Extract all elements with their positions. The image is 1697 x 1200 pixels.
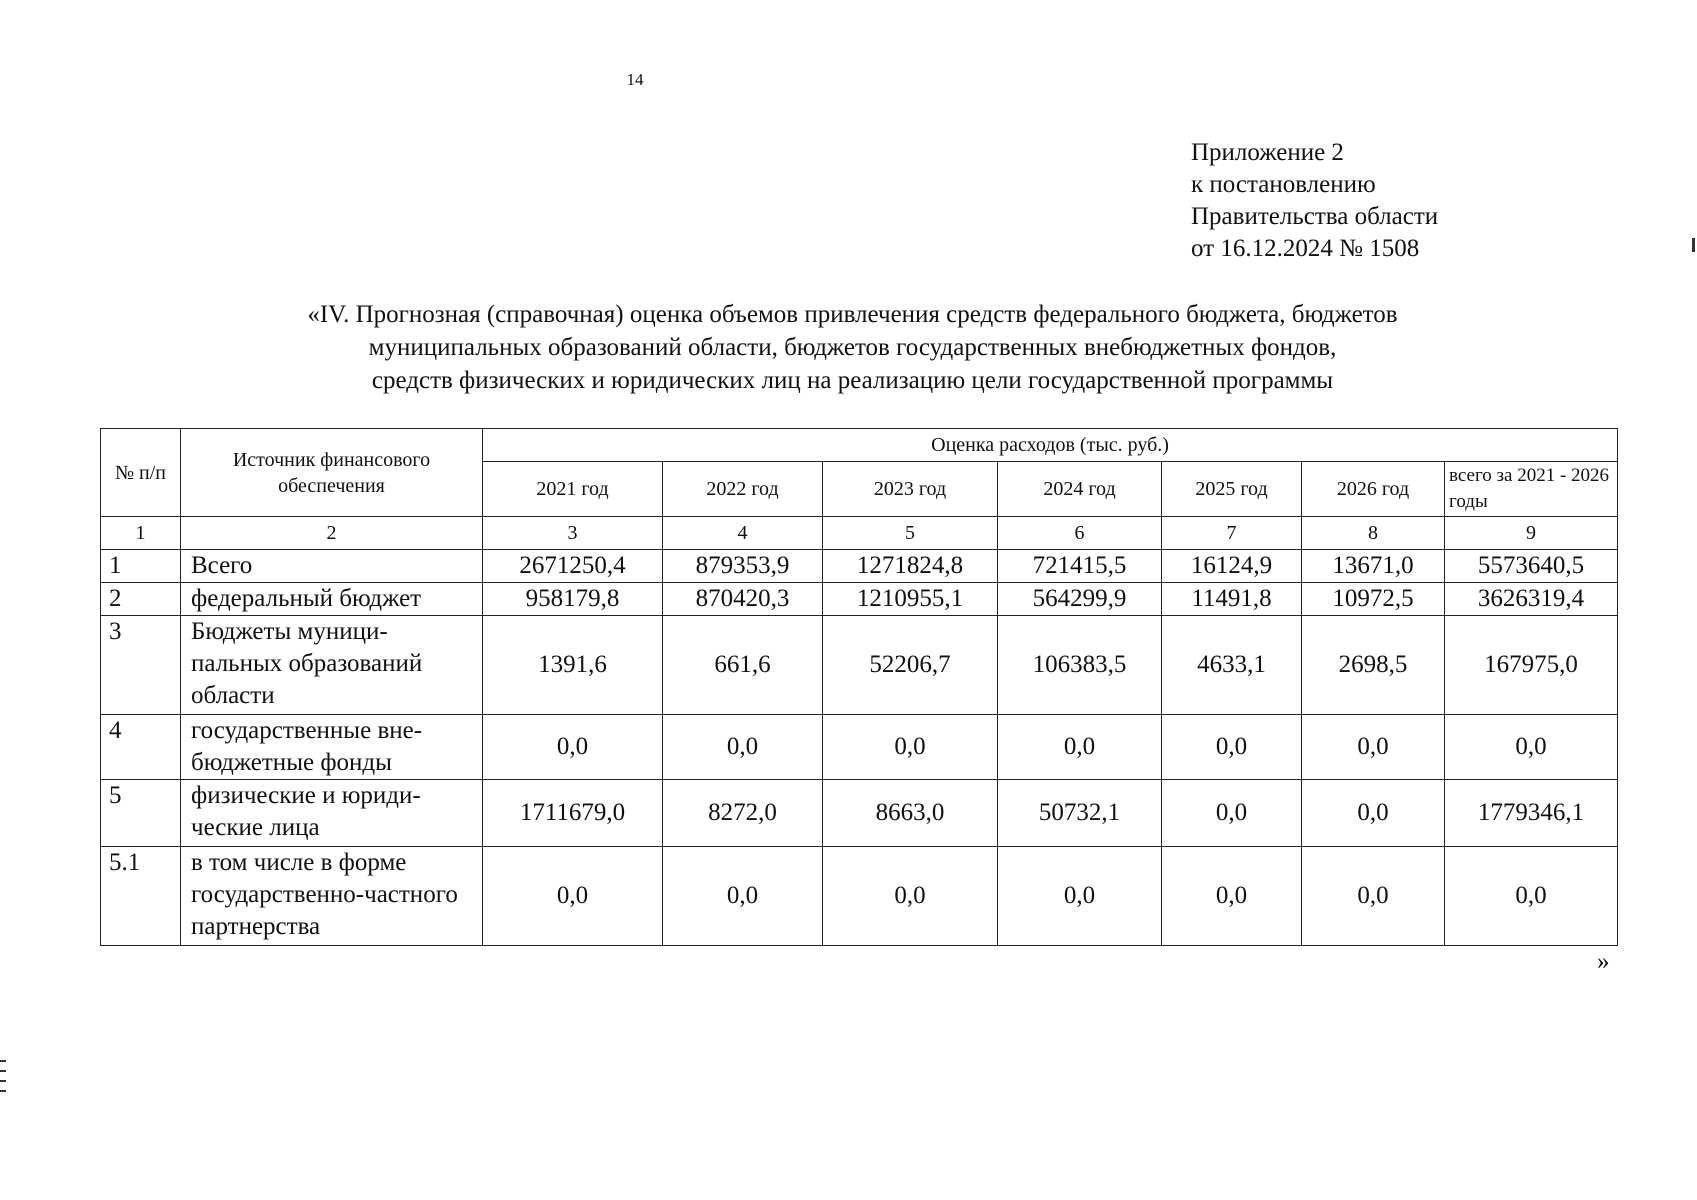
- value-cell: 0,0: [998, 715, 1162, 780]
- value-cell: 1271824,8: [823, 550, 998, 583]
- value-cell: 958179,8: [483, 583, 663, 616]
- value-cell: 52206,7: [823, 616, 998, 715]
- column-number: 6: [998, 517, 1162, 550]
- value-cell: 721415,5: [998, 550, 1162, 583]
- table-header-row: [101, 429, 1618, 462]
- table-row: [101, 780, 1618, 847]
- header-year: 2026 год: [1302, 462, 1445, 517]
- column-number: 5: [823, 517, 998, 550]
- table-row: [101, 583, 1618, 616]
- value-cell: 1210955,1: [823, 583, 998, 616]
- header-year: 2022 год: [663, 462, 823, 517]
- column-numbers-row: [101, 517, 1618, 550]
- value-cell: 16124,9: [1162, 550, 1302, 583]
- table-row: [101, 715, 1618, 780]
- value-cell: 8663,0: [823, 780, 998, 847]
- table-row: [101, 616, 1618, 715]
- value-cell: 5573640,5: [1445, 550, 1618, 583]
- column-number: 2: [181, 517, 483, 550]
- appendix-line: от 16.12.2024 № 1508: [1191, 235, 1420, 262]
- scan-edge-mark: [1692, 238, 1695, 252]
- appendix-line: Приложение 2: [1191, 139, 1344, 166]
- value-cell: 0,0: [823, 847, 998, 946]
- row-number: 1: [101, 550, 181, 583]
- funding-table: [100, 428, 1618, 946]
- value-cell: 11491,8: [1162, 583, 1302, 616]
- value-cell: 879353,9: [663, 550, 823, 583]
- value-cell: 2671250,4: [483, 550, 663, 583]
- value-cell: 0,0: [1445, 847, 1618, 946]
- value-cell: 167975,0: [1445, 616, 1618, 715]
- header-num: № п/п: [101, 429, 181, 517]
- row-number: 5.1: [101, 847, 181, 946]
- value-cell: 1779346,1: [1445, 780, 1618, 847]
- row-source: Бюджеты муници-пальных образований области: [181, 616, 483, 715]
- value-cell: 0,0: [823, 715, 998, 780]
- appendix-line: Правительства области: [1191, 203, 1439, 230]
- page-number: 14: [626, 70, 644, 89]
- table-row: [101, 550, 1618, 583]
- value-cell: 0,0: [1302, 715, 1445, 780]
- value-cell: 0,0: [483, 847, 663, 946]
- value-cell: 50732,1: [998, 780, 1162, 847]
- row-number: 2: [101, 583, 181, 616]
- column-number: 1: [101, 517, 181, 550]
- value-cell: 0,0: [1302, 780, 1445, 847]
- row-number: 3: [101, 616, 181, 715]
- value-cell: 8272,0: [663, 780, 823, 847]
- column-number: 7: [1162, 517, 1302, 550]
- header-source: Источник финансового обеспечения: [181, 429, 483, 517]
- value-cell: 0,0: [663, 715, 823, 780]
- value-cell: 3626319,4: [1445, 583, 1618, 616]
- value-cell: 1391,6: [483, 616, 663, 715]
- row-number: 4: [101, 715, 181, 780]
- value-cell: 0,0: [1445, 715, 1618, 780]
- value-cell: 870420,3: [663, 583, 823, 616]
- appendix-block: [1191, 137, 1438, 265]
- title-line: средств физических и юридических лиц на реализацию цели государственной программы: [371, 367, 1334, 394]
- scan-edge-mark: [0, 1060, 6, 1100]
- closing-quote: »: [1597, 948, 1610, 975]
- value-cell: 2698,5: [1302, 616, 1445, 715]
- value-cell: 1711679,0: [483, 780, 663, 847]
- value-cell: 10972,5: [1302, 583, 1445, 616]
- value-cell: 0,0: [1162, 780, 1302, 847]
- header-year: 2023 год: [823, 462, 998, 517]
- title-line: муниципальных образований области, бюджетов государственных внебюджетных фондов,: [368, 334, 1337, 361]
- table-row: [101, 847, 1618, 946]
- row-source: в том числе в форме государственно-частного партнерства: [181, 847, 483, 946]
- column-number: 9: [1445, 517, 1618, 550]
- value-cell: 0,0: [483, 715, 663, 780]
- value-cell: 564299,9: [998, 583, 1162, 616]
- header-expenses: Оценка расходов (тыс. руб.): [483, 429, 1618, 462]
- row-source: государственные вне-бюджетные фонды: [181, 715, 483, 780]
- row-source: федеральный бюджет: [181, 583, 483, 616]
- column-number: 8: [1302, 517, 1445, 550]
- header-year: 2021 год: [483, 462, 663, 517]
- value-cell: 106383,5: [998, 616, 1162, 715]
- column-number: 3: [483, 517, 663, 550]
- value-cell: 661,6: [663, 616, 823, 715]
- value-cell: 0,0: [998, 847, 1162, 946]
- header-total: всего за 2021 - 2026 годы: [1445, 462, 1618, 517]
- title-line: «IV. Прогнозная (справочная) оценка объемов привлечения средств федерального бюджета, бюджетов: [307, 301, 1398, 328]
- header-year: 2024 год: [998, 462, 1162, 517]
- row-number: 5: [101, 780, 181, 847]
- appendix-line: к постановлению: [1191, 171, 1376, 198]
- header-year: 2025 год: [1162, 462, 1302, 517]
- column-number: 4: [663, 517, 823, 550]
- value-cell: 0,0: [663, 847, 823, 946]
- value-cell: 4633,1: [1162, 616, 1302, 715]
- section-title: [180, 298, 1525, 397]
- value-cell: 0,0: [1162, 715, 1302, 780]
- value-cell: 0,0: [1162, 847, 1302, 946]
- value-cell: 13671,0: [1302, 550, 1445, 583]
- row-source: Всего: [181, 550, 483, 583]
- value-cell: 0,0: [1302, 847, 1445, 946]
- row-source: физические и юриди-ческие лица: [181, 780, 483, 847]
